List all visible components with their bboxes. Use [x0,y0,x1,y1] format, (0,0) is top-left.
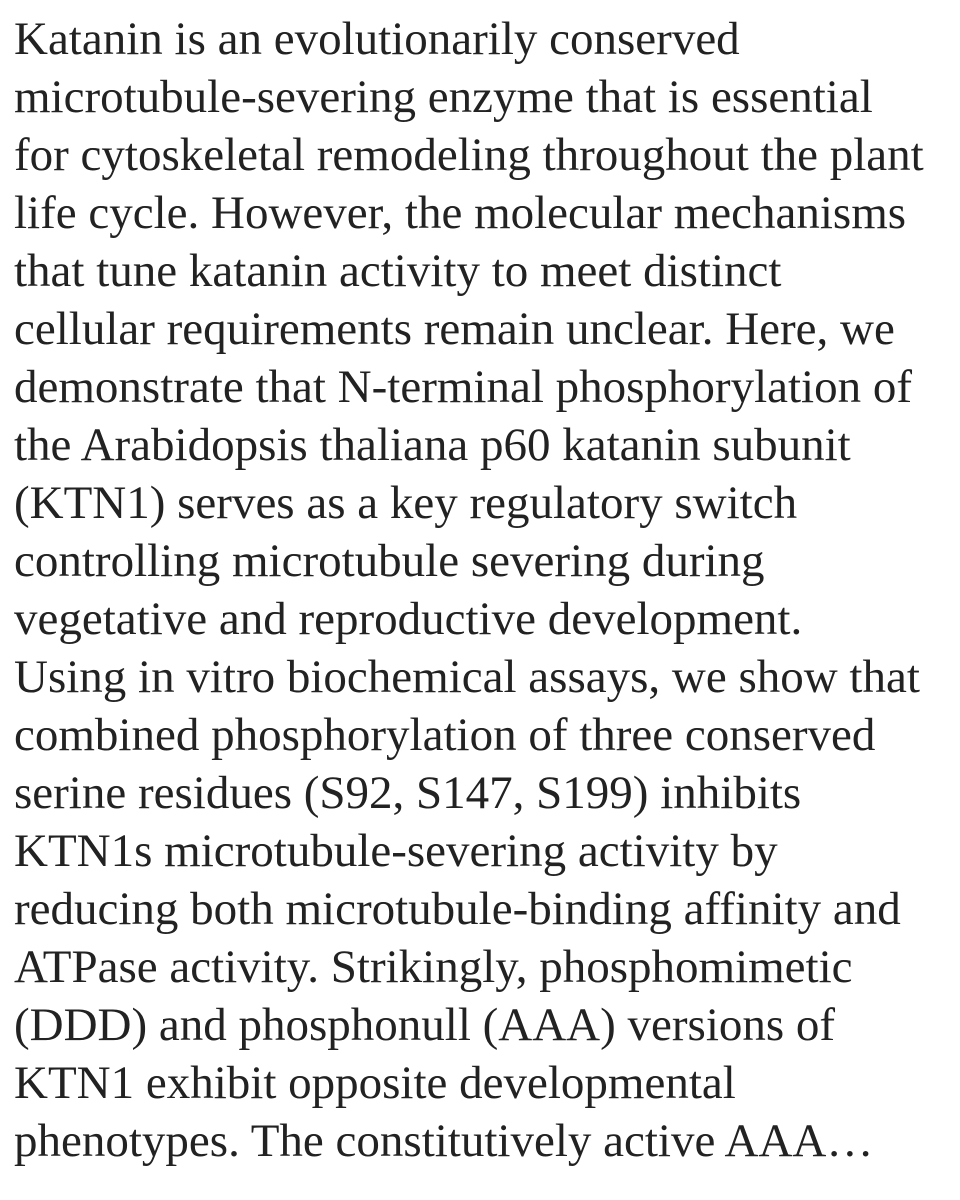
text-line: for cytoskeletal remodeling throughout the plant [14,129,924,181]
text-line: microtubule-severing enzyme that is essential [14,71,873,123]
abstract-paragraph [14,10,954,1170]
text-line: KTN1 exhibit opposite developmental [14,1057,736,1109]
text-line: KTN1s microtubule-severing activity by [14,825,778,877]
text-line: Katanin is an evolutionarily conserved [14,13,740,65]
text-line: serine residues (S92, S147, S199) inhibits [14,767,802,819]
text-line: the Arabidopsis thaliana p60 katanin subunit [14,419,851,471]
text-line: phenotypes. The constitutively active AAA… [14,1115,874,1167]
text-line: demonstrate that N-terminal phosphorylation of [14,361,913,413]
text-line: cellular requirements remain unclear. Here, we [14,303,895,355]
text-line: reducing both microtubule-binding affinity and [14,883,901,935]
text-line: that tune katanin activity to meet distinct [14,245,782,297]
text-line: Using in vitro biochemical assays, we show that [14,651,920,703]
text-line: life cycle. However, the molecular mechanisms [14,187,907,239]
text-line: combined phosphorylation of three conserved [14,709,876,761]
text-line: (KTN1) serves as a key regulatory switch [14,477,798,529]
text-line: controlling microtubule severing during [14,535,765,587]
text-line: vegetative and reproductive development. [14,593,803,645]
text-line: ATPase activity. Strikingly, phosphomimetic [14,941,853,993]
text-line: (DDD) and phosphonull (AAA) versions of [14,999,836,1051]
